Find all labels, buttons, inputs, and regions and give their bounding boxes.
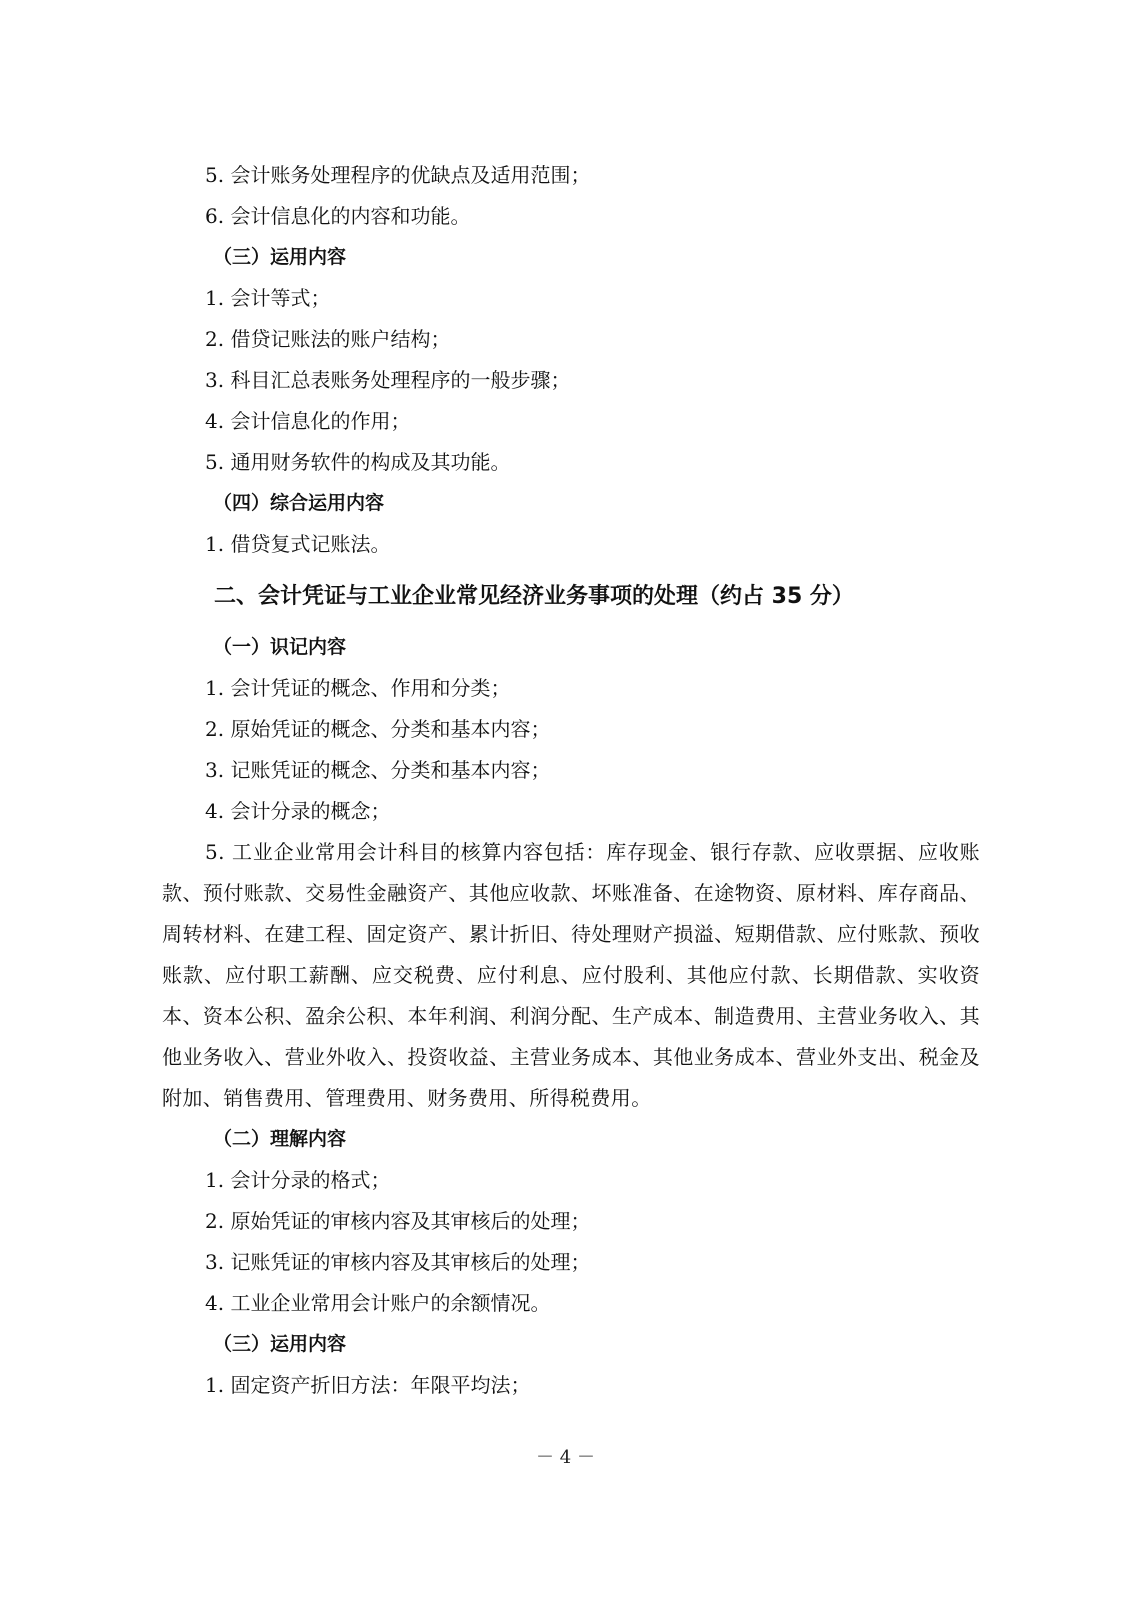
list-item: 2. 借贷记账法的账户结构； — [205, 327, 451, 351]
section-title: 二、会计凭证与工业企业常见经济业务事项的处理（约占 35 分） — [214, 584, 854, 609]
list-item: 1. 固定资产折旧方法：年限平均法； — [205, 1373, 531, 1397]
page-content — [0, 155, 1131, 1406]
page-number: － 4 － — [536, 1447, 595, 1468]
list-item: 1. 会计分录的格式； — [205, 1168, 391, 1192]
subheading-apply: （三）运用内容 — [213, 246, 347, 268]
list-item: 4. 会计分录的概念； — [205, 799, 391, 823]
subheading-apply: （三）运用内容 — [213, 1333, 347, 1355]
list-item: 3. 记账凭证的概念、分类和基本内容； — [205, 758, 551, 782]
list-item: 2. 原始凭证的审核内容及其审核后的处理； — [205, 1209, 591, 1233]
list-item: 1. 借贷复式记账法。 — [205, 532, 391, 556]
subheading-understand: （二）理解内容 — [213, 1128, 347, 1150]
subheading-comprehensive: （四）综合运用内容 — [213, 492, 385, 514]
subheading-memorize: （一）识记内容 — [213, 636, 347, 658]
list-item: 2. 原始凭证的概念、分类和基本内容； — [205, 717, 551, 741]
list-item: 3. 记账凭证的审核内容及其审核后的处理； — [205, 1250, 591, 1274]
list-item: 1. 会计等式； — [205, 286, 331, 310]
list-item: 4. 工业企业常用会计账户的余额情况。 — [205, 1291, 551, 1315]
list-item: 5. 会计账务处理程序的优缺点及适用范围； — [205, 163, 591, 187]
list-item-paragraph: 5. 工业企业常用会计科目的核算内容包括：库存现金、银行存款、应收票据、应收账款、预付账款、交易性金融资产、其他应收款、坏账准备、在途物资、原材料、库存商品、周转材料、在建工程、固定资产、累计折旧、待处理财产损溢、短期借款、应付账款、预收账款、应付职工薪酬、应交税费、应付利息、应付股利、其他应付款、长期借款、实收资本、资本公积、盈余公积、本年利润、利润分配、生产成本、制造费用、主营业务收入、其他业务收入、营业外收入、投资收益、主营业务成本、其他业务成本、营业外支出、税金及附加、销售费用、管理费用、财务费用、所得税费用。 — [162, 840, 980, 1110]
list-item: 6. 会计信息化的内容和功能。 — [205, 204, 471, 228]
list-item: 3. 科目汇总表账务处理程序的一般步骤； — [205, 368, 571, 392]
list-item: 1. 会计凭证的概念、作用和分类； — [205, 676, 511, 700]
list-item: 5. 通用财务软件的构成及其功能。 — [205, 450, 511, 474]
list-item: 4. 会计信息化的作用； — [205, 409, 411, 433]
